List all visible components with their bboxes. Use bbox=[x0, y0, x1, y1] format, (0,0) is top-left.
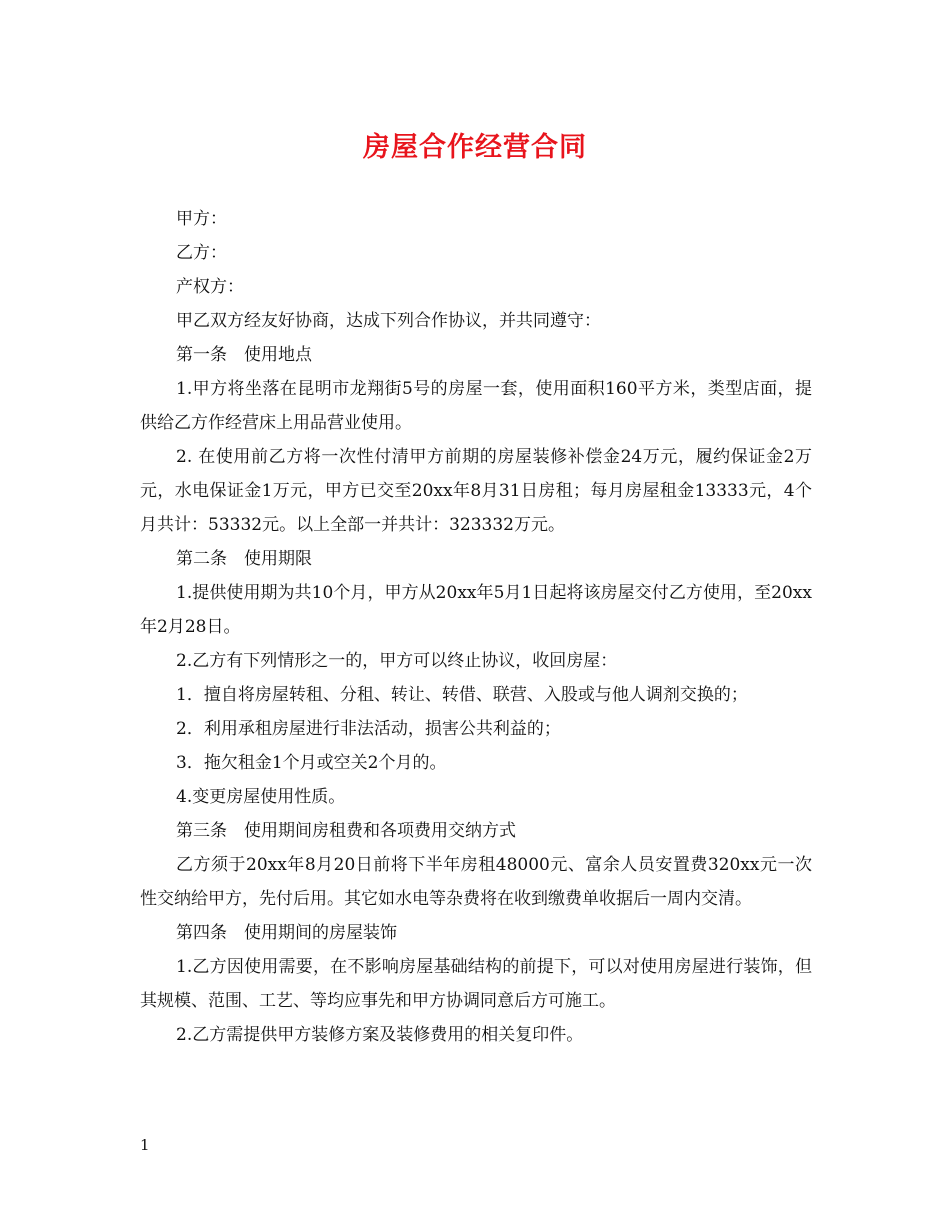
termination-item-4: 4.变更房屋使用性质。 bbox=[176, 787, 346, 807]
article-4-heading: 第四条 使用期间的房屋装饰 bbox=[176, 923, 397, 943]
document-title: 房屋合作经营合同 bbox=[363, 132, 587, 163]
termination-item-3: 3．拖欠租金1个月或空关2个月的。 bbox=[176, 753, 447, 773]
article-4-clause-1: 1.乙方因使用需要，在不影响房屋基础结构的前提下，可以对使用房屋进行装饰，但其规模、范围、工艺、等均应事先和甲方协调同意后方可施工。 bbox=[140, 957, 812, 1011]
article-2-clause-2: 2.乙方有下列情形之一的，甲方可以终止协议，收回房屋： bbox=[176, 651, 618, 671]
page-number: 1 bbox=[140, 1136, 150, 1154]
article-4-clause-2: 2.乙方需提供甲方装修方案及装修费用的相关复印件。 bbox=[176, 1025, 584, 1045]
paragraph-party-b: 乙方： bbox=[176, 243, 227, 263]
article-1-heading: 第一条 使用地点 bbox=[176, 345, 312, 365]
article-3-clause: 乙方须于20xx年8月20日前将下半年房租48000元、富余人员安置费320xx元一次性交纳给甲方，先付后用。其它如水电等杂费将在收到缴费单收据后一周内交清。 bbox=[140, 855, 812, 909]
article-3-heading: 第三条 使用期间房租费和各项费用交纳方式 bbox=[176, 821, 516, 841]
paragraph-intro: 甲乙双方经友好协商，达成下列合作协议，并共同遵守： bbox=[176, 311, 601, 331]
paragraph-party-a: 甲方： bbox=[176, 209, 227, 229]
article-2-heading: 第二条 使用期限 bbox=[176, 549, 312, 569]
article-1-clause-1: 1.甲方将坐落在昆明市龙翔街5号的房屋一套，使用面积160平方米，类型店面，提供给乙方作经营床上用品营业使用。 bbox=[140, 379, 812, 433]
termination-item-2: 2．利用承租房屋进行非法活动，损害公共利益的； bbox=[176, 719, 561, 739]
article-1-clause-2: 2. 在使用前乙方将一次性付清甲方前期的房屋装修补偿金24万元，履约保证金2万元，水电保证金1万元，甲方已交至20xx年8月31日房租；每月房屋租金13333元，4个月共计：53332元。以上全部一并共计：323332万元。 bbox=[140, 447, 812, 535]
paragraph-property-owner: 产权方： bbox=[176, 277, 244, 297]
document-body bbox=[140, 202, 812, 1052]
article-2-clause-1: 1.提供使用期为共10个月，甲方从20xx年5月1日起将该房屋交付乙方使用，至20xx年2月28日。 bbox=[140, 583, 812, 637]
termination-item-1: 1．擅自将房屋转租、分租、转让、转借、联营、入股或与他人调剂交换的； bbox=[176, 685, 748, 705]
